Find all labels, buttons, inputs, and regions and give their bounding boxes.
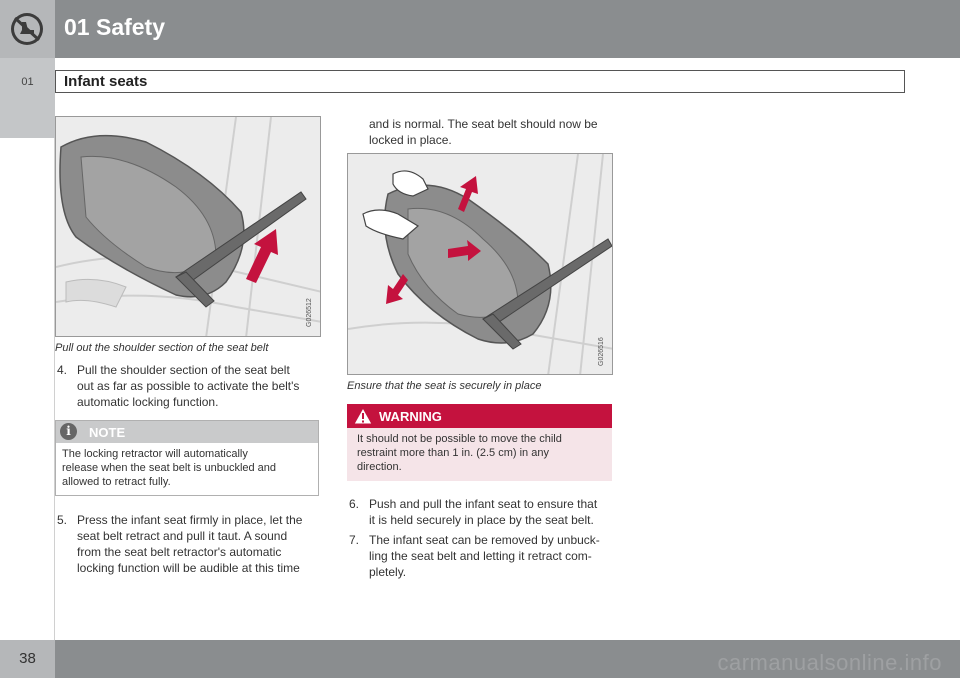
page-number: 38 — [19, 650, 36, 667]
warning-box — [347, 404, 612, 481]
left-margin — [0, 138, 55, 640]
figure-id: G026512 — [306, 298, 313, 327]
step-text: Press the infant seat firmly in place, let the seat belt retract and pull it taut. A sound from the seat belt retractor's automatic locking function will be audible at this time — [77, 513, 303, 575]
note-text: The locking retractor will automatically release when the seat belt is unbuckled and allowed to retract fully. — [62, 448, 277, 488]
footer-box — [0, 640, 55, 678]
continuation-text: and is normal. The seat belt should now be locked in place. — [369, 117, 598, 147]
step-number: 4. — [57, 363, 68, 377]
step-number: 6. — [349, 497, 360, 511]
step-number: 7. — [349, 533, 360, 547]
chapter-icon-box — [0, 0, 55, 58]
step-item — [349, 532, 619, 582]
watermark: carmanualsonline.info — [717, 650, 942, 675]
figure-caption: Ensure that the seat is securely in place — [347, 380, 542, 392]
figure-id: G026516 — [598, 337, 605, 366]
step-number: 5. — [57, 513, 68, 527]
page-footer — [0, 640, 960, 678]
warning-triangle-icon — [353, 407, 373, 425]
warning-label: WARNING — [379, 409, 442, 424]
figure-seat-secure — [347, 153, 613, 375]
step-item — [349, 496, 619, 530]
chapter-header — [0, 0, 960, 58]
note-label: NOTE — [89, 425, 126, 440]
section-header — [55, 70, 905, 93]
note-header — [56, 421, 318, 443]
chapter-tab[interactable] — [0, 58, 55, 138]
step-text: Pull the shoulder section of the seat belt out as far as possible to activate the belt's automatic locking function. — [77, 363, 300, 409]
info-icon: i — [60, 423, 77, 440]
note-box — [55, 420, 319, 496]
step-text: Push and pull the infant seat to ensure that it is held securely in place by the seat belt. — [369, 497, 598, 527]
step-text: The infant seat can be removed by unbuck- ling the seat belt and letting it retract com- pletely. — [369, 533, 600, 579]
step-item — [57, 362, 325, 412]
figure-caption: Pull out the shoulder section of the seat belt — [55, 342, 269, 354]
figure-pull-belt — [55, 116, 321, 337]
step-item — [57, 512, 325, 578]
chapter-tab-number: 01 — [21, 76, 34, 88]
chapter-title: 01 Safety — [64, 14, 166, 40]
infant-seat-illustration-2 — [348, 154, 613, 375]
warning-text: It should not be possible to move the child restraint more than 1 in. (2.5 cm) in any direction. — [357, 433, 562, 473]
infant-seat-illustration-1 — [56, 117, 321, 337]
no-airbag-icon — [0, 0, 55, 58]
warning-header — [347, 404, 612, 428]
section-title: Infant seats — [64, 73, 148, 90]
